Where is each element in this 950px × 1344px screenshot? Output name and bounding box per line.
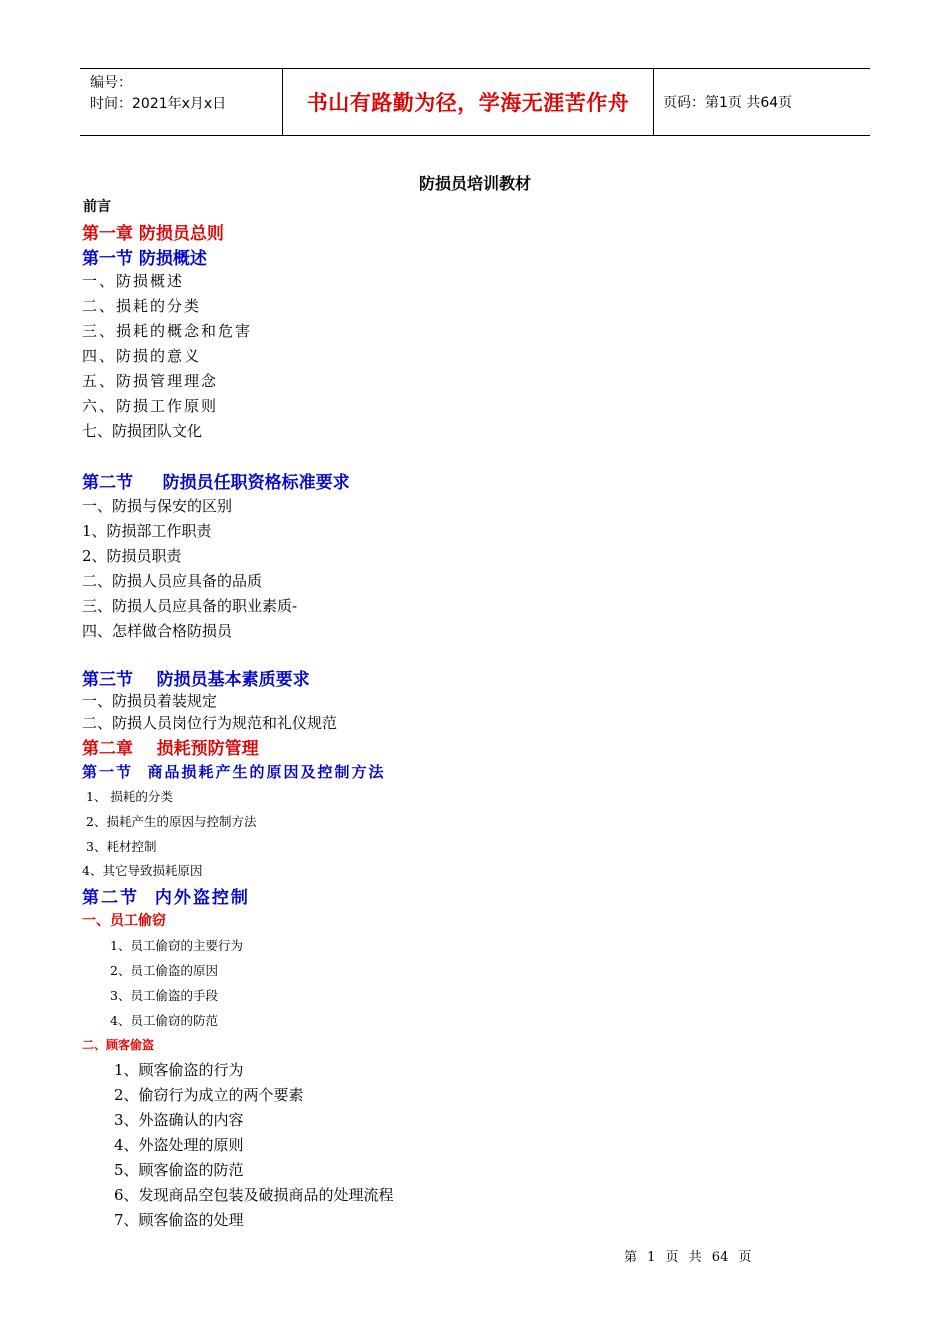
toc-item: 2、防损员职责: [82, 547, 182, 565]
page-footer: 第 1 页 共 64 页: [624, 1250, 752, 1265]
toc-item: 四、怎样做合格防损员: [82, 622, 233, 640]
toc-item: 一、防损员着装规定: [82, 692, 218, 710]
toc-item: 一、防损概述: [82, 272, 185, 290]
toc-item: 4、其它导致损耗原因: [82, 863, 203, 878]
preface: 前言: [83, 199, 111, 215]
toc-item: 三、损耗的概念和危害: [82, 322, 253, 340]
time-label: 时间：2021年x月x日: [90, 96, 227, 112]
toc-item: 3、耗材控制: [86, 839, 157, 854]
toc-item: 5、顾客偷盗的防范: [114, 1161, 244, 1179]
toc-item: 3、员工偷盗的手段: [110, 988, 218, 1003]
toc-item: 一、防损与保安的区别: [82, 497, 233, 515]
toc-item: 三、防损人员应具备的职业素质-: [82, 597, 298, 615]
section-1-3-heading: 第三节 防损员基本素质要求: [82, 670, 310, 690]
chapter-1-heading: 第一章 防损员总则: [82, 224, 224, 244]
toc-item: 五、防损管理理念: [82, 372, 219, 390]
toc-item: 二、防损人员应具备的品质: [82, 572, 263, 590]
number-label: 编号：: [90, 75, 132, 91]
section-1-1-heading: 第一节 防损概述: [82, 249, 207, 269]
toc-item: 4、员工偷窃的防范: [110, 1013, 218, 1028]
toc-item: 1、防损部工作职责: [82, 522, 212, 540]
toc-item: 3、外盗确认的内容: [114, 1111, 244, 1129]
toc-item: 7、顾客偷盗的处理: [114, 1211, 244, 1229]
toc-item: 七、防损团队文化: [82, 422, 203, 440]
motto: 书山有路勤为径，学海无涯苦作舟: [282, 69, 654, 135]
toc-item: 1、顾客偷盗的行为: [114, 1061, 244, 1079]
toc-item: 4、外盗处理的原则: [114, 1136, 244, 1154]
section-2-1-heading: 第一节 商品损耗产生的原因及控制方法: [82, 763, 386, 781]
toc-item: 四、防损的意义: [82, 347, 202, 365]
toc-item: 1、 损耗的分类: [86, 789, 173, 804]
subheading-employee-theft: 一、员工偷窃: [82, 913, 166, 929]
toc-item: 2、员工偷盗的原因: [110, 963, 218, 978]
subheading-customer-theft: 二、顾客偷盗: [82, 1038, 155, 1052]
section-1-2-heading: 第二节 防损员任职资格标准要求: [82, 473, 350, 493]
toc-item: 2、偷窃行为成立的两个要素: [114, 1086, 304, 1104]
toc-item: 二、损耗的分类: [82, 297, 202, 315]
chapter-2-heading: 第二章 损耗预防管理: [82, 739, 259, 759]
toc-item: 2、损耗产生的原因与控制方法: [86, 814, 257, 829]
document-header: [80, 68, 870, 136]
toc-item: 6、发现商品空包装及破损商品的处理流程: [114, 1186, 394, 1204]
toc-item: 二、防损人员岗位行为规范和礼仪规范: [82, 714, 338, 732]
section-2-2-heading: 第二节 内外盗控制: [82, 888, 250, 908]
page-info: 页码：第1页 共64页: [663, 95, 793, 111]
toc-item: 1、员工偷窃的主要行为: [110, 938, 243, 953]
document-title: 防损员培训教材: [418, 174, 531, 193]
toc-item: 六、防损工作原则: [82, 397, 219, 415]
header-meta: [80, 69, 282, 135]
